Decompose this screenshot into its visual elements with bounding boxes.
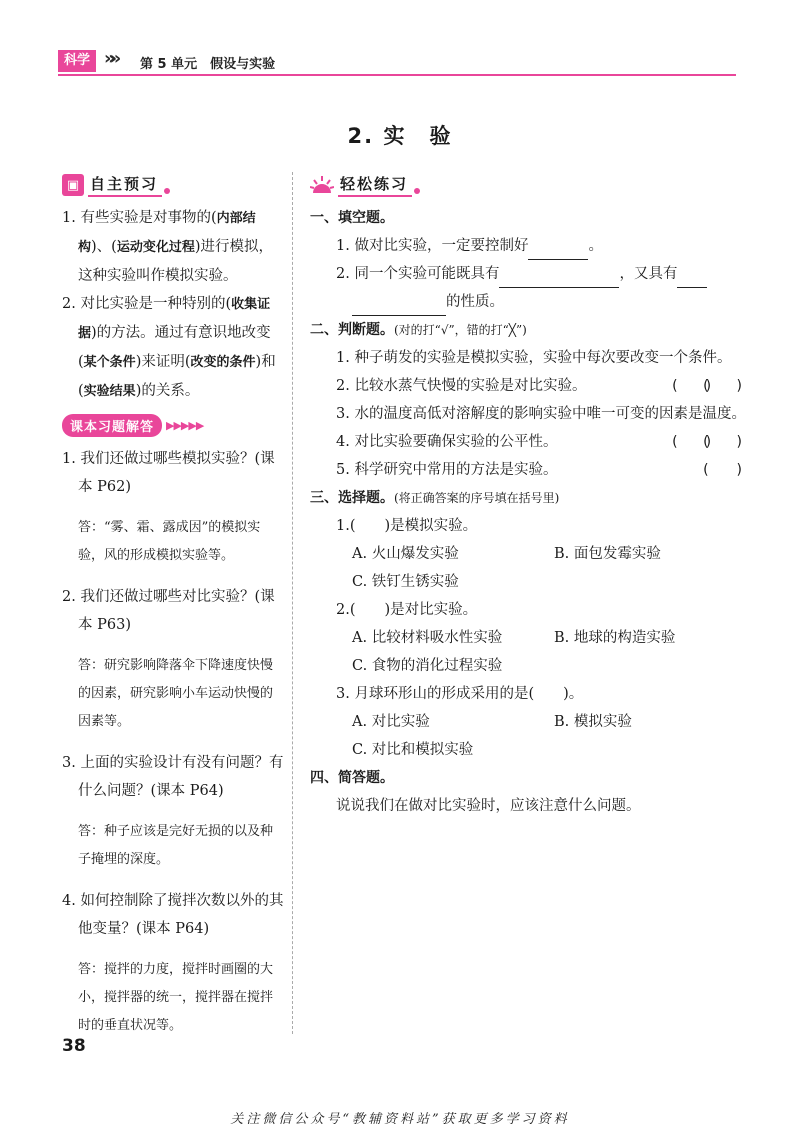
choice-option[interactable]: B. 模拟实验	[554, 714, 632, 730]
judge-item: 3. 水的温度高低对溶解度的影响实验中唯一可变的因素是温度。 ( )	[310, 400, 750, 428]
section-title: 二、判断题。(对的打“√”，错的打“╳”)	[310, 322, 527, 338]
answer-paren[interactable]: ( )	[703, 378, 742, 394]
textbook-label: 课本习题解答	[62, 414, 162, 437]
preview-heading	[62, 172, 284, 198]
dot-icon	[164, 188, 170, 194]
unit-title: 第 5 单元 假设与实验	[140, 57, 276, 72]
choice-question: 1.( )是模拟实验。	[336, 518, 478, 534]
answer-blank[interactable]	[352, 297, 446, 316]
page-title: 2. 实 验	[347, 124, 453, 148]
choice-options	[310, 652, 750, 680]
section-title: 一、填空题。	[310, 210, 394, 226]
answer-paren[interactable]: ( )	[703, 462, 742, 478]
preview-item: 2. 对比实验是一种特别的(收集证据)的方法。通过有意识地改变(某个条件)来证明(改变的条件)和(实验结果)的关系。	[62, 296, 276, 399]
header-rule	[58, 74, 736, 76]
judge-item: 1. 种子萌发的实验是模拟实验，实验中每次要改变一个条件。 ( )	[310, 344, 750, 372]
sun-icon	[310, 174, 334, 196]
choice-options	[310, 708, 750, 736]
arrows-icon: ▶▶▶▶▶	[166, 419, 204, 432]
practice-label: 轻松练习	[338, 173, 412, 197]
preview-item: 1. 有些实验是对事物的(内部结构)、(运动变化过程)进行模拟，这种实验叫作模拟实验。	[62, 210, 274, 284]
judge-item: 2. 比较水蒸气快慢的实验是对比实验。 ( )	[310, 372, 719, 400]
section-title: 四、简答题。	[310, 770, 394, 786]
choice-options	[310, 568, 750, 596]
choice-option[interactable]: A. 对比实验	[352, 714, 430, 730]
textbook-answer: 答：“雾、霜、露成因”的模拟实验，风的形成模拟实验等。	[78, 520, 261, 563]
left-column	[62, 172, 284, 1053]
column-divider	[292, 172, 293, 1034]
choice-options	[310, 736, 750, 764]
textbook-answer: 答：种子应该是完好无损的以及种子掩埋的深度。	[78, 824, 274, 867]
page-header	[58, 46, 736, 76]
judge-item: 4. 对比实验要确保实验的公平性。 ( )	[310, 428, 719, 456]
choice-options	[310, 540, 750, 568]
double-chevron-icon: »»	[104, 48, 116, 69]
textbook-question: 1. 我们还做过哪些模拟实验？(课本 P62)	[62, 451, 275, 495]
right-column	[310, 172, 750, 820]
footer-note: 关注微信公众号“教辅资料站”获取更多学习资料	[230, 1112, 570, 1127]
choice-option[interactable]: C. 铁钉生锈实验	[352, 574, 459, 590]
choice-option[interactable]: B. 地球的构造实验	[554, 630, 676, 646]
choice-question: 2.( )是对比实验。	[336, 602, 478, 618]
textbook-question: 3. 上面的实验设计有没有问题？有什么问题？(课本 P64)	[62, 755, 284, 799]
answer-blank[interactable]	[528, 241, 588, 260]
fill-question: 1. 做对比实验，一定要控制好 。	[310, 232, 750, 260]
answer-paren[interactable]: ( )	[672, 378, 712, 394]
choice-option[interactable]: C. 对比和模拟实验	[352, 742, 474, 758]
textbook-answer: 答：研究影响降落伞下降速度快慢的因素，研究影响小车运动快慢的因素等。	[78, 658, 274, 729]
choice-option[interactable]: A. 火山爆发实验	[352, 546, 459, 562]
judge-item: 5. 科学研究中常用的方法是实验。 ( )	[310, 456, 750, 484]
choice-option[interactable]: B. 面包发霉实验	[554, 546, 661, 562]
answer-blank[interactable]	[499, 269, 619, 288]
textbook-question: 2. 我们还做过哪些对比实验？(课本 P63)	[62, 589, 275, 633]
choice-option[interactable]: C. 食物的消化过程实验	[352, 658, 503, 674]
answer-paren[interactable]: ( )	[672, 434, 712, 450]
preview-label: 自主预习	[88, 173, 162, 197]
short-answer-question: 说说我们在做对比实验时，应该注意什么问题。	[336, 798, 641, 814]
choice-option[interactable]: A. 比较材料吸水性实验	[352, 630, 503, 646]
practice-heading	[310, 172, 750, 198]
textbook-answer: 答：搅拌的力度，搅拌时画圈的大小，搅拌器的统一，搅拌器在搅拌时的垂直状况等。	[78, 962, 274, 1033]
answer-paren[interactable]: ( )	[703, 434, 742, 450]
subject-tag: 科学	[58, 50, 96, 72]
fill-question: 2. 同一个实验可能既具有 ，又具有 的性质。	[310, 260, 750, 316]
choice-options	[310, 624, 750, 652]
page-number: 38	[62, 1036, 86, 1056]
textbook-question: 4. 如何控制除了搅拌次数以外的其他变量？(课本 P64)	[62, 893, 284, 937]
textbook-heading	[62, 414, 203, 437]
choice-question: 3. 月球环形山的形成采用的是( )。	[336, 686, 584, 702]
dot-icon	[414, 188, 420, 194]
book-icon: ▣	[62, 174, 84, 196]
section-title: 三、选择题。(将正确答案的序号填在括号里)	[310, 490, 560, 506]
answer-blank[interactable]	[677, 269, 707, 288]
